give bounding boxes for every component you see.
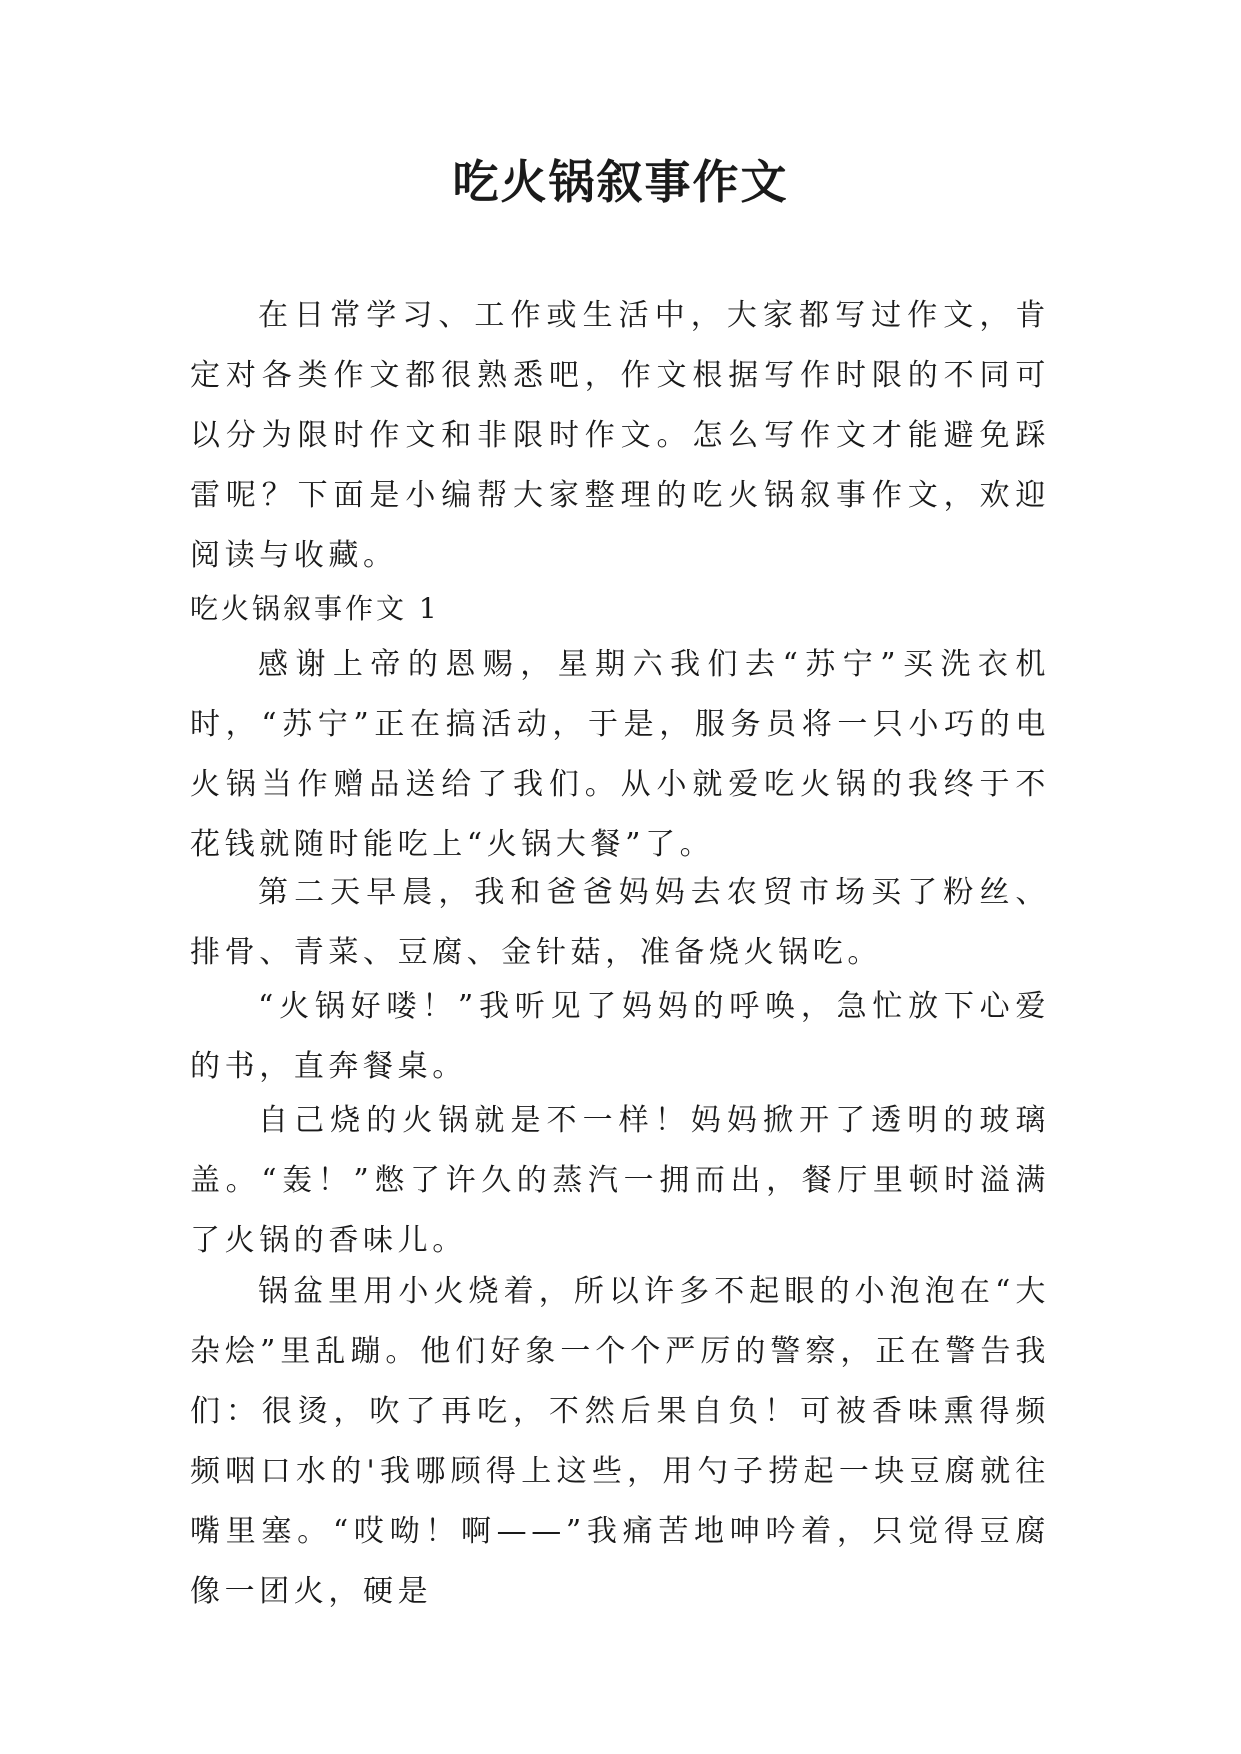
body-paragraph-4: 自己烧的火锅就是不一样！妈妈掀开了透明的玻璃盖。“轰！”憋了许久的蒸汽一拥而出，餐厅里顿时溢满了火锅的香味儿。 bbox=[190, 1103, 1050, 1258]
body-paragraph-2: 第二天早晨，我和爸爸妈妈去农贸市场买了粉丝、排骨、青菜、豆腐、金针菇，准备烧火锅吃。 bbox=[190, 875, 1050, 970]
document-title: 吃火锅叙事作文 bbox=[452, 155, 789, 209]
body-paragraph-3: “火锅好喽！”我听见了妈妈的呼唤，急忙放下心爱的书，直奔餐桌。 bbox=[190, 989, 1050, 1084]
intro-paragraph: 在日常学习、工作或生活中，大家都写过作文，肯定对各类作文都很熟悉吧，作文根据写作时限的不同可以分为限时作文和非限时作文。怎么写作文才能避免踩雷呢？下面是小编帮大家整理的吃火锅叙事作文，欢迎阅读与收藏。 bbox=[190, 298, 1050, 573]
body-paragraph-1: 感谢上帝的恩赐，星期六我们去“苏宁”买洗衣机时，“苏宁”正在搞活动，于是，服务员将一只小巧的电火锅当作赠品送给了我们。从小就爱吃火锅的我终于不花钱就随时能吃上“火锅大餐”了。 bbox=[190, 647, 1050, 862]
section-heading: 吃火锅叙事作文 1 bbox=[190, 592, 440, 625]
body-paragraph-5: 锅盆里用小火烧着，所以许多不起眼的小泡泡在“大杂烩”里乱蹦。他们好象一个个严厉的警察，正在警告我们：很烫，吹了再吃，不然后果自负！可被香味熏得频频咽口水的'我哪顾得上这些，用勺子捞起一块豆腐就往嘴里塞。“哎呦！啊——”我痛苦地呻吟着，只觉得豆腐像一团火，硬是 bbox=[190, 1274, 1050, 1609]
